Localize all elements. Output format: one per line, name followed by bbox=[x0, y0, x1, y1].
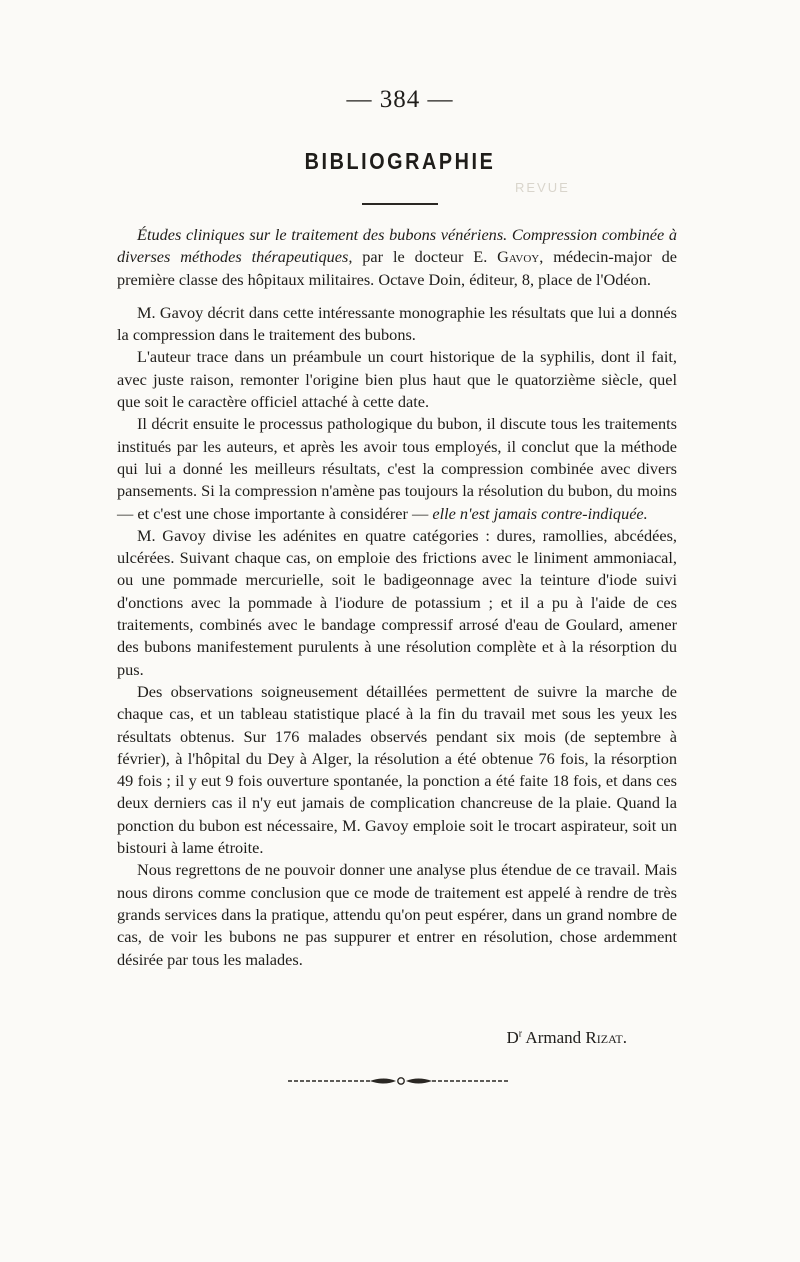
review-body bbox=[117, 224, 677, 971]
paragraph: L'auteur trace dans un préambule un court historique de la syphilis, dont il fait, avec juste raison, remonter l'origine bien plus haut que le quatorzième siècle, quel que soit le caractère officiel attaché à cette date. bbox=[117, 347, 677, 412]
reference-by: par le docteur E. bbox=[352, 247, 498, 267]
reference-details: , médecin-major de première classe des hôpitaux militaires. Octave Doin, éditeur, 8, place de l'Odéon. bbox=[117, 247, 677, 289]
emphasis-text: elle n'est jamais contre-indiquée. bbox=[432, 503, 648, 523]
title-divider bbox=[362, 203, 438, 205]
signature-superscript: r bbox=[518, 1028, 523, 1040]
library-stamp-bleed: REVUE bbox=[515, 180, 570, 195]
book-title: Études cliniques sur le traitement des bubons vénériens. Compression combinée à diverses méthodes thérapeutiques, bbox=[117, 225, 677, 267]
paragraph: Nous regrettons de ne pouvoir donner une analyse plus étendue de ce travail. Mais nous dirons comme conclusion que ce mode de traitement est appelé à rendre de très grands services dans la pratique, attendu qu'on peut espérer, dans un grand nombre de cas, de voir les bubons ne pas suppurer et entrer en résolution, chose ardemment désirée par tous les malades. bbox=[117, 860, 677, 969]
signature-prefix: D bbox=[506, 1028, 519, 1047]
paragraph-text: Il décrit ensuite le processus pathologique du bubon, il discute tous les traitements institués par les auteurs, et après les avoir tous employés, il conclut que la méthode qui lui a donné les meilleurs résultats, c'est la compression combinée avec divers pansements. Si la compression n'amène pas toujours la résolution du bubon, du moins — et c'est une chose importante à considérer — bbox=[117, 414, 677, 523]
signature-name: Armand bbox=[522, 1028, 586, 1047]
paragraph: M. Gavoy décrit dans cette intéressante monographie les résultats que lui a donnés la compression dans le traitement des bubons. bbox=[117, 302, 677, 345]
page-number: — 384 — bbox=[346, 86, 454, 113]
signature bbox=[507, 1028, 628, 1048]
book-reference bbox=[117, 224, 677, 291]
signature-surname: Rizat. bbox=[585, 1028, 627, 1047]
end-ornament-icon bbox=[288, 1074, 510, 1088]
section-title: BIBLIOGRAPHIE bbox=[304, 148, 496, 174]
paragraph: Des observations soigneusement détaillées permettent de suivre la marche de chaque cas, et un tableau statistique placé à la fin du travail met sous les yeux les résultats obtenus. Sur 176 malades observés pendant six mois (de septembre à février), à l'hôpital du Dey à Alger, la résolution a été obtenue 76 fois, la résorption 49 fois ; il y eut 9 fois ouverture spontanée, la ponction a été faite 18 fois, et dans ces deux derniers cas il n'y eut jamais de complication chancreuse de la plaie. Quand la ponction du bubon est nécessaire, M. Gavoy emploie soit le trocart aspirateur, soit un bistouri à lame étroite. bbox=[117, 681, 677, 858]
paragraph: M. Gavoy divise les adénites en quatre catégories : dures, ramollies, abcédées, ulcérées. Suivant chaque cas, on emploie des frictions avec le liniment ammoniacal, ou une pommade mercurielle, soit le badigeonnage avec la teinture d'iode suivi d'onctions avec la pommade à l'iodure de potassium ; et il a pu à l'aide de ces traitements, combinés avec le bandage compressif arrosé d'eau de Goulard, amener des bubons manifestement purulents à une résolution complète et à la résorption du pus. bbox=[117, 525, 677, 679]
paragraph bbox=[117, 413, 677, 524]
author-name: Gavoy bbox=[497, 247, 540, 267]
